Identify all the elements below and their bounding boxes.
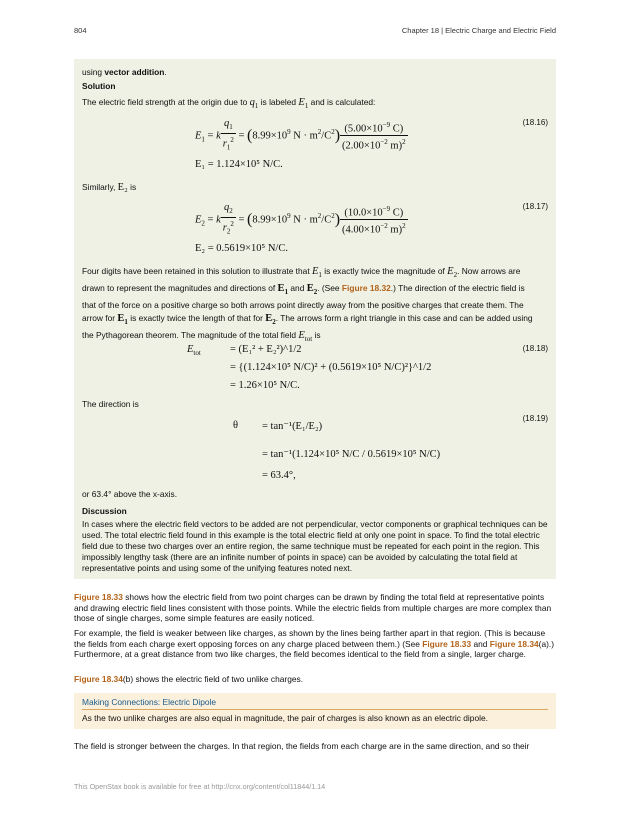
four-digits-paragraph: Four digits have been retained in this solution to illustrate that $E_1$ is exactly twice the magnitude of $E_2$. Now arrows are drawn to represent the magnitudes and directions of $E_1$ and $E_2$. (See Figure 18.32.) The direction of the electric field is that of the force on a positive charge so both arrows point directly away from the positive charges that create them. The arrow for $E_1$ is exactly twice the length of that for $E_2$. The arrows form a right triangle in this case and can be added using the Pythagorean theorem. The magnitude of the total field $E_{tot}$ is [82,266,533,344]
chapter-title: Chapter 18 | Electric Charge and Electric Field [401,26,556,35]
equation-number-18-17: (18.17) [522,202,548,211]
equation-number-18-18: (18.18) [522,344,548,353]
paragraph-stronger-field: The field is stronger between the charges. In that region, the fields from each charge are in the same direction, and so their [74,741,530,751]
figure-18-33-link-2[interactable]: Figure 18.33 [422,638,472,649]
equation-18-19-line-3: = 63.4°, [262,470,296,481]
equation-18-19-line-1: = tan⁻¹(E₁/E₂) [262,421,323,432]
equation-18-18-line-3: = 1.26×10⁵ N/C. [230,380,300,391]
equation-number-18-16: (18.16) [522,118,548,127]
solution-heading: Solution [82,81,116,91]
solution-text: The electric field strength at the origin due to $q_1$ is labeled $E_1$ and is calculated: [82,97,376,111]
connections-text: As the two unlike charges are also equal in magnitude, the pair of charges is also known as an electric dipole. [82,713,488,723]
figure-18-33-link[interactable]: Figure 18.33 [74,592,123,602]
figure-18-34-link[interactable]: Figure 18.34 [489,638,539,649]
connections-title: Making Connections: Electric Dipole [82,697,548,710]
figure-18-34-link-2[interactable]: Figure 18.34 [74,674,123,684]
equation-number-18-19: (18.19) [522,414,548,423]
equation-18-19-line-2: = tan⁻¹(1.124×10⁵ N/C / 0.5619×10⁵ N/C) [262,449,441,460]
paragraph-fig-1833: Figure 18.33 shows how the electric field from two point charges can be drawn by finding the total field at representative points and drawing electric field lines consistent with those points. While the electric fields from multiple charges are more complex than those of single charges, some simple features are easily noticed. [74,592,552,623]
paragraph-like-charges: For example, the field is weaker between like charges, as shown by the lines being farther apart in that region. (This is because the fields from each charge exert opposing forces on any charge placed between them.) (See Figure 18.33 and Figure 18.34(a).) Furthermore, at a great distance from two like charges, the field becomes identical to the field from a single, larger charge. [74,628,555,659]
equation-18-18-line-1: = (E₁² + E₂²)^1/2 [230,344,302,355]
equation-18-18-line-2: = {(1.124×10⁵ N/C)² + (0.5619×10⁵ N/C)²}^1/2 [230,362,432,373]
discussion-text: In cases where the electric field vectors to be added are not perpendicular, vector components or graphical techniques can be used. The total electric field found in this example is the total electric field at only one point in space. To find the total electric field due to these two charges over an entire region, the same technique must be repeated for each point in the region. This impossibly lengthy task (there are an infinite number of points in space) can be avoided by calculating the total field at representative points and using some of the unifying features noted next. [82,519,548,573]
footer-notice: This OpenStax book is available for free at http://cnx.org/content/col11844/1.14 [74,782,326,791]
equation-18-16-result: E₁ = 1.124×10⁵ N/C. [195,159,283,170]
paragraph-fig-1834b: Figure 18.34(b) shows the electric field of two unlike charges. [74,674,304,684]
equation-18-17-result: E₂ = 0.5619×10⁵ N/C. [195,243,288,254]
equation-18-17: $E_2 = k$ $\frac{q_2}{r_2^2}$ = ($8.99\times 10^9$ $N \cdot m^2/C^2$) $\frac{(10.0\times 10^{-9} C)}{(4.00\times 10^{-2} m)^2}$ [195,202,406,236]
page-number: 804 [74,26,87,35]
direction-label: The direction is [82,399,139,409]
similarly-line: Similarly, E₂ is [82,182,137,193]
equation-18-18-lhs: $E_{tot}$ [187,344,201,358]
figure-18-32-link[interactable]: Figure 18.32 [341,283,391,294]
using-line: using vector addition. [82,67,167,77]
equation-18-16: $E_1 = k$ $\frac{q_1}{r_1^2}$ = ($8.99\times 10^9$ $N \cdot m^2/C^2$) $\frac{(5.00\times 10^{-9} C)}{(2.00\times 10^{-2} m)^2}$ [195,118,406,152]
discussion-heading: Discussion [82,506,127,516]
angle-result: or 63.4° above the x-axis. [82,489,178,499]
equation-18-19-theta: θ [233,420,239,431]
